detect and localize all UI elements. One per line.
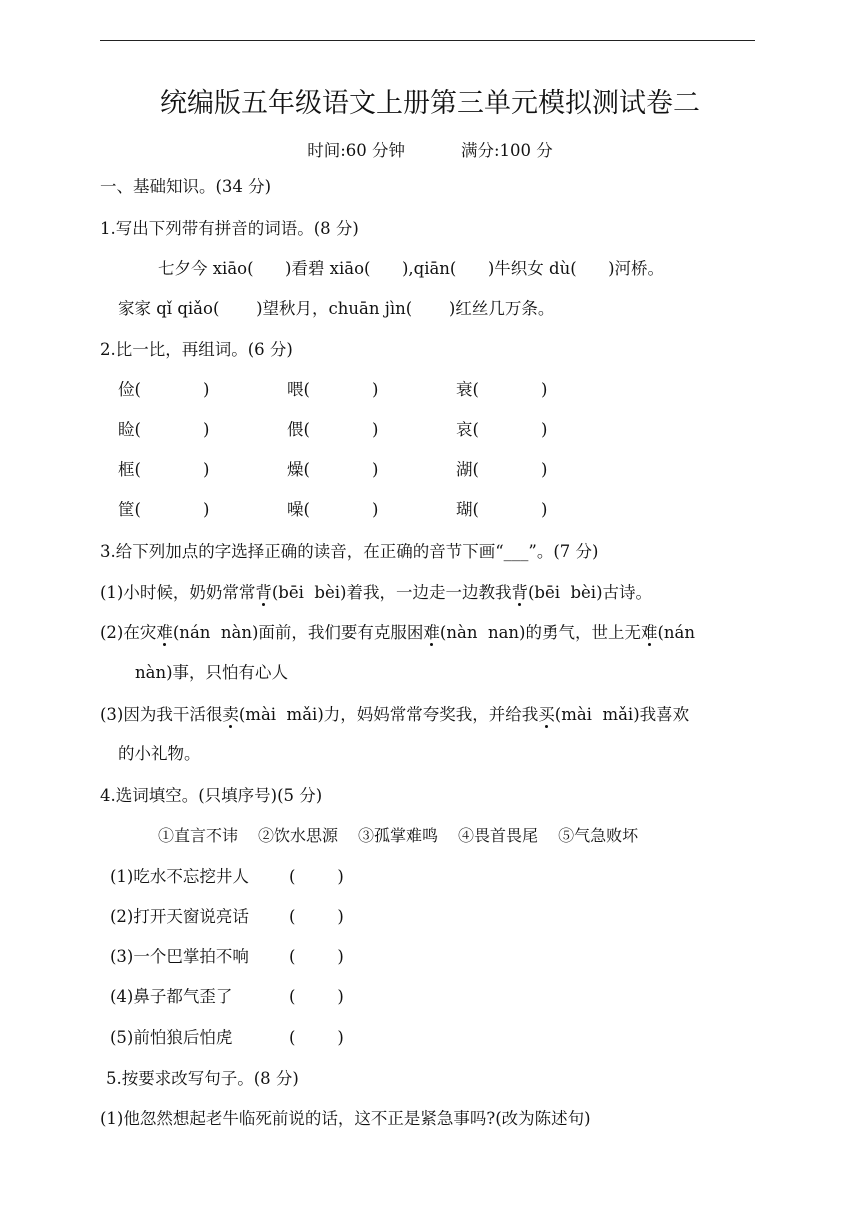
q4-option: ⑤气急败坏 <box>558 826 639 845</box>
q2-pair: 睑( ) <box>118 420 210 439</box>
page-title: 统编版五年级语文上册第三单元模拟测试卷二 <box>160 88 700 119</box>
q4-option: ④畏首畏尾 <box>458 826 539 845</box>
q2-char: 框( <box>118 460 141 479</box>
q2-pair: 筐( ) <box>118 500 210 519</box>
q4-answer-blank: ( ) <box>289 987 344 1006</box>
q3-item3-cont: 的小礼物。 <box>118 744 201 763</box>
q3-item2-cont: nàn)事，只怕有心人 <box>135 663 289 682</box>
dotted-char: 买 <box>538 705 555 724</box>
q2-char: 瑚( <box>456 500 479 519</box>
q2-pair: 噪( ) <box>287 500 379 519</box>
q2-char: 筐( <box>118 500 141 519</box>
q4-answer-blank: ( ) <box>289 1028 344 1047</box>
q5-item1: (1)他忽然想起老牛临死前说的话，这不正是紧急事吗?(改为陈述句) <box>100 1109 591 1128</box>
q2-pair: 喂( ) <box>287 380 379 399</box>
q2-pair: 湖( ) <box>456 460 548 479</box>
q1-heading: 1.写出下列带有拼音的词语。(8 分) <box>100 219 359 238</box>
dotted-char: 难 <box>640 623 658 642</box>
q2-pair: 衰( ) <box>456 380 548 399</box>
section1-heading: 一、基础知识。(34 分) <box>100 177 272 196</box>
q4-option: ③孤掌难鸣 <box>358 826 439 845</box>
q2-char: 湖( <box>456 460 479 479</box>
q2-pair: 偎( ) <box>287 420 379 439</box>
q4-item: (5)前怕狼后怕虎 <box>110 1028 233 1047</box>
q4-option: ②饮水思源 <box>258 826 339 845</box>
q4-answer-blank: ( ) <box>289 867 344 886</box>
q2-char: 燥( <box>287 460 310 479</box>
q3-item1: (1)小时候，奶奶常常背(bēi bèi)着我，一边走一边教我背(bēi bèi)古诗。 <box>100 583 653 602</box>
q2-pair: 燥( ) <box>287 460 379 479</box>
q3-item3: (3)因为我干活很卖(mài mǎi)力，妈妈常常夸奖我，并给我买(mài mǎi)我喜欢 <box>100 705 690 724</box>
q2-pair: 瑚( ) <box>456 500 548 519</box>
q4-answer-blank: ( ) <box>289 947 344 966</box>
q4-options <box>158 825 658 847</box>
dotted-char: 背 <box>511 583 528 602</box>
dotted-char: 卖 <box>222 705 239 724</box>
q2-char: 哀( <box>456 420 479 439</box>
dotted-char: 难 <box>423 623 440 642</box>
top-rule <box>100 40 755 41</box>
q2-pair: 俭( ) <box>118 380 210 399</box>
q2-char: 噪( <box>287 500 310 519</box>
q2-char: 睑( <box>118 420 141 439</box>
q4-answer-blank: ( ) <box>289 907 344 926</box>
q1-line2: 家家 qǐ qiǎo( )望秋月，chuān jìn( )红丝几万条。 <box>118 299 555 318</box>
q3-heading: 3.给下列加点的字选择正确的读音，在正确的音节下画“___”。(7 分) <box>100 542 599 561</box>
q4-heading: 4.选词填空。(只填序号)(5 分) <box>100 786 323 805</box>
q4-option: ①直言不讳 <box>158 826 239 845</box>
q2-pair: 框( ) <box>118 460 210 479</box>
exam-score: 满分:100 分 <box>461 141 553 160</box>
exam-time: 时间:60 分钟 <box>307 141 405 160</box>
q4-item: (2)打开天窗说亮话 <box>110 907 249 926</box>
q4-item: (3)一个巴掌拍不响 <box>110 947 249 966</box>
q2-heading: 2.比一比，再组词。(6 分) <box>100 340 293 359</box>
q2-char: 偎( <box>287 420 310 439</box>
q2-char: 喂( <box>287 380 310 399</box>
q4-item: (1)吃水不忘挖井人 <box>110 867 249 886</box>
q4-item: (4)鼻子都气歪了 <box>110 987 233 1006</box>
q2-char: 衰( <box>456 380 479 399</box>
q2-pair: 哀( ) <box>456 420 548 439</box>
dotted-char: 背 <box>255 583 272 602</box>
exam-info <box>0 137 860 161</box>
q2-char: 俭( <box>118 380 141 399</box>
q1-line1: 七夕今 xiāo( )看碧 xiāo( ),qiān( )牛织女 dù( )河桥。 <box>158 259 665 278</box>
q3-item2: (2)在灾难(nán nàn)面前，我们要有克服困难(nàn nan)的勇气，世上无难(nán <box>100 623 695 642</box>
q5-heading: 5.按要求改写句子。(8 分) <box>106 1069 299 1088</box>
dotted-char: 难 <box>156 623 173 642</box>
